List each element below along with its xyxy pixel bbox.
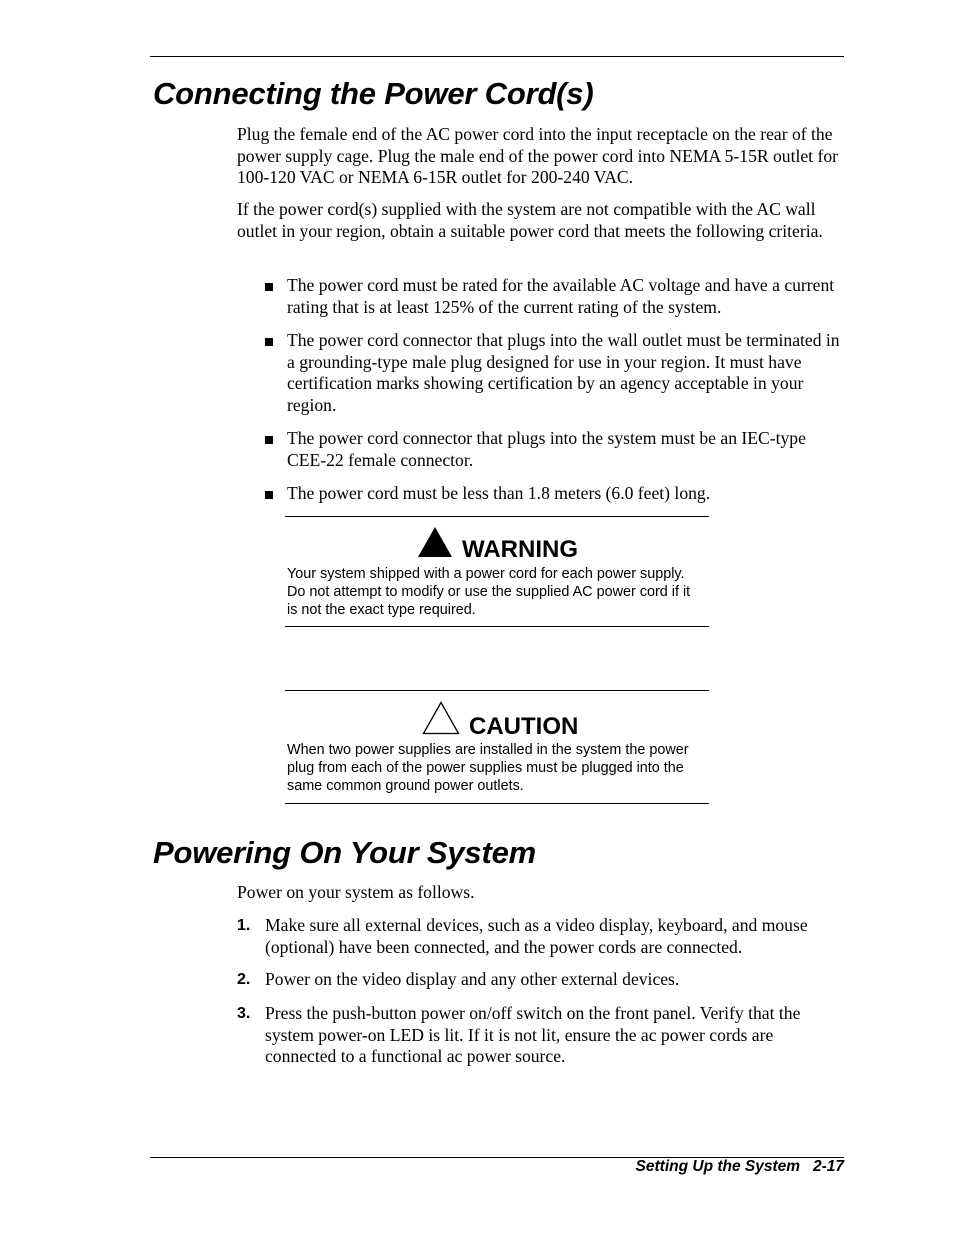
page-footer [636,1158,844,1176]
paragraph-compatibility: If the power cord(s) supplied with the system are not compatible with the AC wall outlet in your region, obtain a suitable power cord that meets the following criteria. [237,199,823,241]
warning-label: WARNING [462,536,578,563]
bullet-text: The power cord connector that plugs into the system must be an IEC-type CEE-22 female connector. [287,428,806,470]
step-text: Make sure all external devices, such as a video display, keyboard, and mouse (optional) have been connected, and the power cords are connected. [265,915,808,957]
bullet-square-icon [265,283,273,291]
caution-triangle-outline-icon [422,701,460,735]
bullet-square-icon [265,491,273,499]
warning-box [285,516,709,627]
bullet-text: The power cord connector that plugs into the wall outlet must be terminated in a grounding-type male plug designed for use in your region. It must have certification marks showing certification by an agency acceptable in your region. [287,330,840,416]
footer-page-number: 2-17 [812,1158,844,1175]
paragraph-plug-instructions: Plug the female end of the AC power cord into the input receptacle on the rear of the power supply cage. Plug the male end of the power cord into NEMA 5-15R outlet for 100-120 VAC or NEMA 6-15R outlet for 200-240 VAC. [237,124,838,188]
step-number: 2. [237,971,251,988]
step-text: Press the push-button power on/off switch on the front panel. Verify that the system power-on LED is lit. If it is not lit, ensure the ac power cords are connected to a functional ac power source. [265,1003,801,1067]
section-title-connecting-power-cords: Connecting the Power Cord(s) [153,76,594,111]
caution-label: CAUTION [469,713,579,740]
bullet-square-icon [265,338,273,346]
caution-text: When two power supplies are installed in the system the power plug from each of the power supplies must be plugged into the same common ground power outlets. [287,742,689,794]
step-text: Power on the video display and any other external devices. [265,969,680,989]
bullet-text: The power cord must be less than 1.8 meters (6.0 feet) long. [287,483,711,503]
caution-box [285,690,709,804]
paragraph-power-on-intro: Power on your system as follows. [237,882,475,902]
header-rule [150,56,844,57]
footer-section-name: Setting Up the System [635,1158,801,1175]
warning-text: Your system shipped with a power cord for each power supply. Do not attempt to modify or use the supplied AC power cord if it is not the exact type required. [287,566,691,618]
warning-triangle-filled-icon [417,526,453,558]
section-title-powering-on: Powering On Your System [153,835,536,870]
step-number: 3. [237,1005,251,1022]
bullet-square-icon [265,436,273,444]
bullet-text: The power cord must be rated for the available AC voltage and have a current rating that is at least 125% of the current rating of the system. [287,275,835,317]
step-number: 1. [237,917,251,934]
